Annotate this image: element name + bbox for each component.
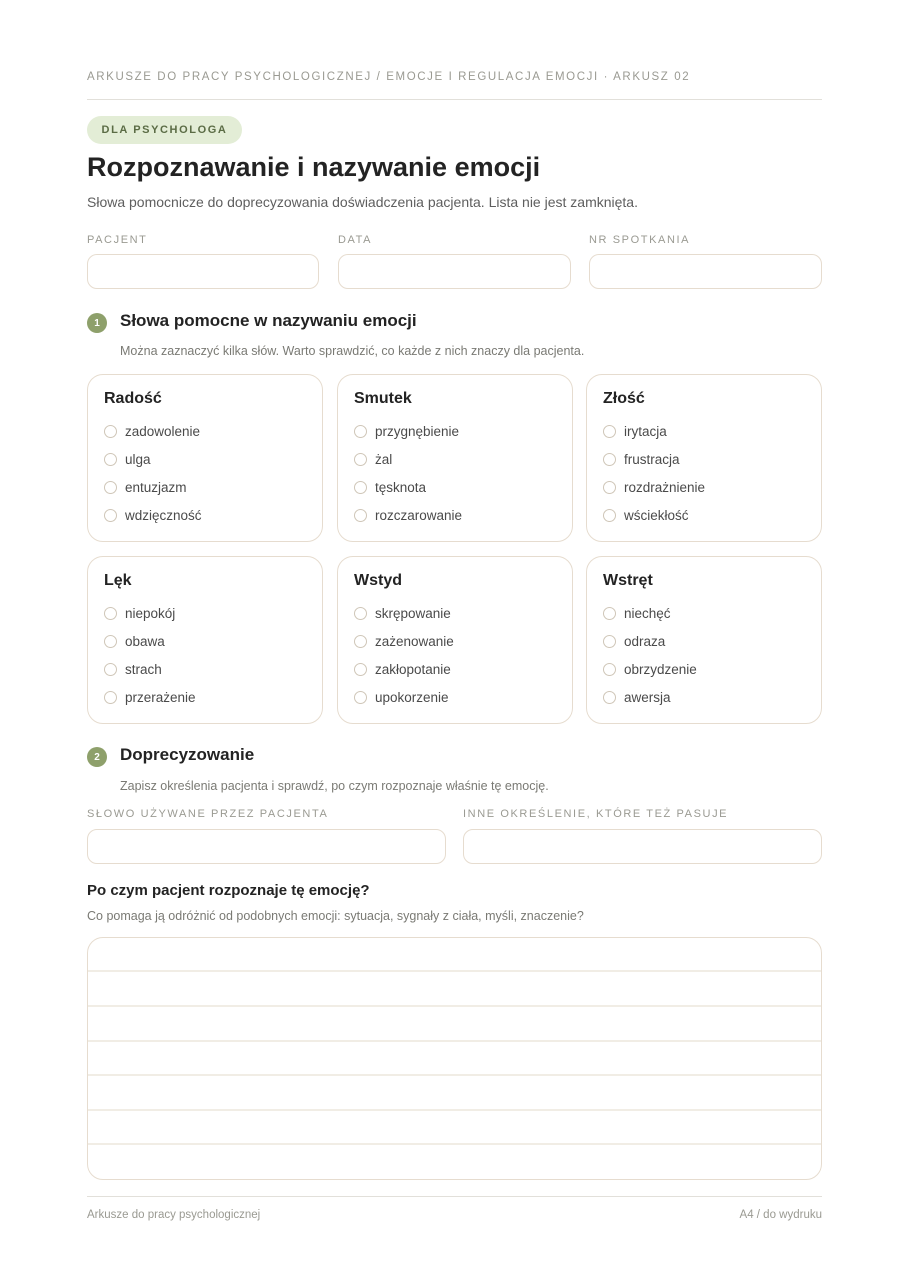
option-item[interactable]	[104, 659, 162, 679]
option-item[interactable]	[354, 659, 451, 679]
checkbox[interactable]	[104, 691, 117, 704]
option-item[interactable]	[104, 687, 196, 707]
checkbox[interactable]	[603, 509, 616, 522]
checkbox[interactable]	[104, 453, 117, 466]
checkbox[interactable]	[603, 481, 616, 494]
checkbox[interactable]	[603, 425, 616, 438]
checkbox[interactable]	[603, 453, 616, 466]
option-item[interactable]	[603, 421, 667, 441]
section-2-title: Doprecyzowanie	[120, 745, 255, 764]
option-item[interactable]	[603, 687, 671, 707]
question-description: Co pomaga ją odróżnić od podobnych emocji: sytuacja, sygnały z ciała, myśli, znaczenie?	[87, 909, 584, 923]
section-2-number: 2	[87, 747, 107, 767]
section-1-title: Słowa pomocne w nazywaniu emocji	[120, 311, 417, 330]
page-title: Rozpoznawanie i nazywanie emocji	[87, 152, 541, 182]
breadcrumb: ARKUSZE DO PRACY PSYCHOLOGICZNEJ / EMOCJE I REGULACJA EMOCJI · ARKUSZ 02	[87, 71, 691, 83]
checkbox[interactable]	[354, 663, 367, 676]
option-item[interactable]	[354, 687, 449, 707]
other-term-field[interactable]	[463, 829, 822, 864]
option-item[interactable]	[603, 449, 680, 469]
option-label: awersja	[624, 689, 671, 705]
option-label: rozczarowanie	[375, 507, 463, 523]
option-label: zakłopotanie	[375, 661, 451, 677]
option-item[interactable]	[354, 505, 462, 525]
option-item[interactable]	[104, 477, 187, 497]
option-item[interactable]	[104, 421, 200, 441]
checkbox[interactable]	[354, 481, 367, 494]
option-item[interactable]	[354, 449, 392, 469]
emotion-card-wstyd	[337, 556, 573, 724]
card-title: Radość	[104, 390, 162, 407]
writing-line	[88, 1143, 821, 1145]
checkbox[interactable]	[354, 635, 367, 648]
option-label: przygnębienie	[375, 423, 460, 439]
footer-right: A4 / do wydruku	[739, 1209, 822, 1221]
option-item[interactable]	[104, 449, 151, 469]
option-item[interactable]	[603, 603, 671, 623]
option-label: niechęć	[624, 605, 671, 621]
other-term-label: INNE OKREŚLENIE, KTÓRE TEŻ PASUJE	[463, 808, 729, 820]
checkbox[interactable]	[354, 509, 367, 522]
card-title: Złość	[603, 390, 645, 407]
option-label: strach	[125, 661, 162, 677]
option-label: tęsknota	[375, 479, 427, 495]
option-item[interactable]	[354, 603, 451, 623]
checkbox[interactable]	[104, 425, 117, 438]
writing-line	[88, 970, 821, 972]
checkbox[interactable]	[104, 635, 117, 648]
card-title: Smutek	[354, 390, 412, 407]
option-label: upokorzenie	[375, 689, 449, 705]
option-label: skrępowanie	[375, 605, 451, 621]
checkbox[interactable]	[104, 663, 117, 676]
option-label: zadowolenie	[125, 423, 201, 439]
emotion-card-radosc	[87, 374, 323, 542]
date-field[interactable]	[338, 254, 571, 289]
checkbox[interactable]	[603, 635, 616, 648]
option-item[interactable]	[603, 477, 705, 497]
checkbox[interactable]	[104, 509, 117, 522]
session-number-label: NR SPOTKANIA	[589, 234, 691, 246]
option-label: wdzięczność	[125, 507, 202, 523]
session-number-field[interactable]	[589, 254, 822, 289]
card-title: Lęk	[104, 572, 132, 589]
writing-line	[88, 1074, 821, 1076]
option-item[interactable]	[603, 659, 697, 679]
option-label: niepokój	[125, 605, 176, 621]
checkbox[interactable]	[104, 481, 117, 494]
section-1-description: Można zaznaczyć kilka słów. Warto sprawdzić, co każde z nich znaczy dla pacjenta.	[120, 344, 585, 358]
patient-label: PACJENT	[87, 234, 148, 246]
patient-word-field[interactable]	[87, 829, 446, 864]
option-item[interactable]	[354, 477, 426, 497]
question-title: Po czym pacjent rozpoznaje tę emocję?	[87, 882, 370, 899]
option-label: obawa	[125, 633, 165, 649]
checkbox[interactable]	[354, 453, 367, 466]
section-1-number: 1	[87, 313, 107, 333]
writing-line	[88, 1109, 821, 1111]
option-label: żal	[375, 451, 393, 467]
page-subtitle: Słowa pomocnicze do doprecyzowania doświadczenia pacjenta. Lista nie jest zamknięta.	[87, 194, 638, 210]
checkbox[interactable]	[354, 691, 367, 704]
option-item[interactable]	[104, 631, 165, 651]
writing-line	[88, 1040, 821, 1042]
header-divider	[87, 99, 822, 100]
audience-badge: DLA PSYCHOLOGA	[87, 116, 242, 144]
worksheet-page	[87, 0, 822, 1287]
option-label: przerażenie	[125, 689, 196, 705]
option-label: wściekłość	[624, 507, 689, 523]
option-label: obrzydzenie	[624, 661, 697, 677]
option-label: frustracja	[624, 451, 680, 467]
option-item[interactable]	[603, 631, 665, 651]
checkbox[interactable]	[603, 607, 616, 620]
notes-area[interactable]	[87, 937, 822, 1180]
checkbox[interactable]	[354, 607, 367, 620]
checkbox[interactable]	[104, 607, 117, 620]
emotion-card-smutek	[337, 374, 573, 542]
option-label: irytacja	[624, 423, 667, 439]
checkbox[interactable]	[603, 691, 616, 704]
option-item[interactable]	[354, 421, 459, 441]
checkbox[interactable]	[603, 663, 616, 676]
option-item[interactable]	[104, 505, 202, 525]
section-2-description: Zapisz określenia pacjenta i sprawdź, po czym rozpoznaje właśnie tę emocję.	[120, 779, 549, 793]
option-label: odraza	[624, 633, 666, 649]
option-item[interactable]	[354, 631, 454, 651]
card-title: Wstyd	[354, 572, 402, 589]
emotion-card-lek	[87, 556, 323, 724]
option-item[interactable]	[603, 505, 689, 525]
option-item[interactable]	[104, 603, 175, 623]
option-label: entuzjazm	[125, 479, 187, 495]
patient-word-label: SŁOWO UŻYWANE PRZEZ PACJENTA	[87, 808, 329, 820]
checkbox[interactable]	[354, 425, 367, 438]
option-label: ulga	[125, 451, 151, 467]
footer-divider	[87, 1196, 822, 1197]
emotion-card-wstret	[586, 556, 822, 724]
footer-left: Arkusze do pracy psychologicznej	[87, 1209, 261, 1221]
patient-field[interactable]	[87, 254, 319, 289]
option-label: rozdrażnienie	[624, 479, 706, 495]
card-title: Wstręt	[603, 572, 653, 589]
option-label: zażenowanie	[375, 633, 454, 649]
emotion-card-zlosc	[586, 374, 822, 542]
date-label: DATA	[338, 234, 373, 246]
writing-line	[88, 1005, 821, 1007]
